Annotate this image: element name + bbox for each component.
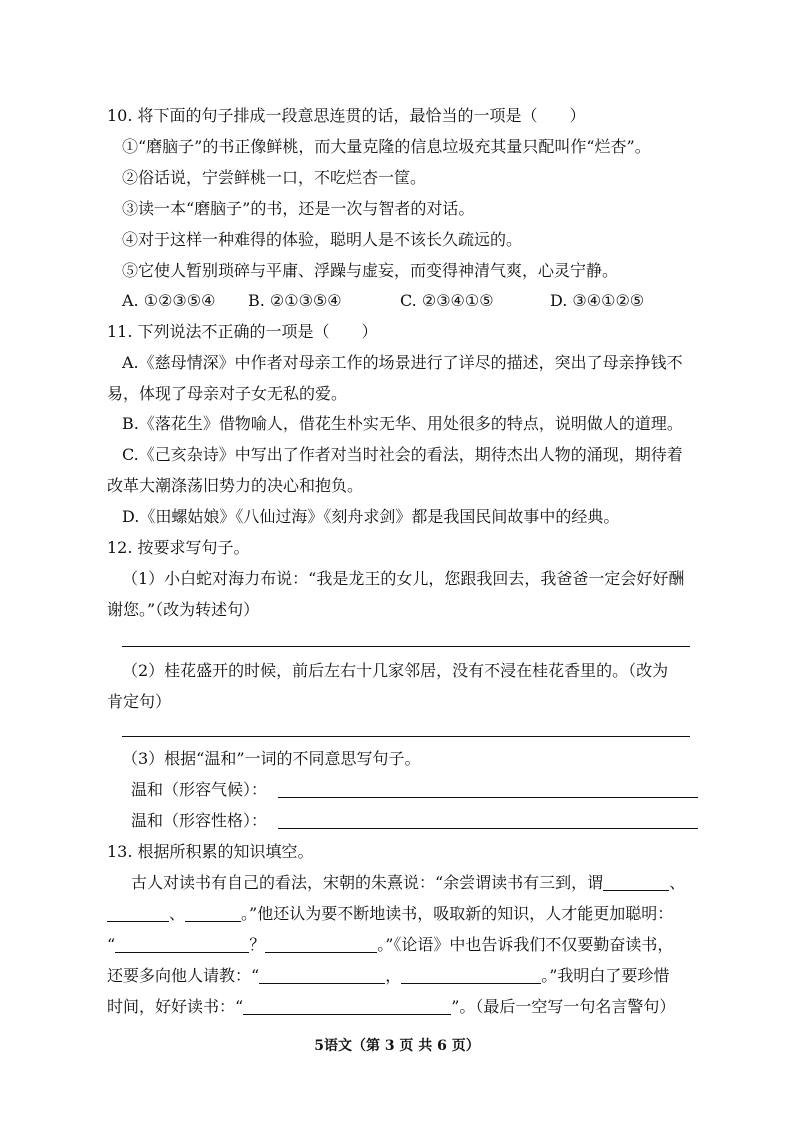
- q13-line3: [107, 935, 673, 955]
- q11-option-c-line1[interactable]: C.《己亥杂诗》中写出了作者对当时社会的看法，期待杰出人物的涌现，期待着: [122, 445, 683, 464]
- q13-comma-2: 、: [169, 904, 186, 923]
- q12-part1-answer-line[interactable]: [122, 646, 690, 647]
- q13-blank-1[interactable]: [603, 874, 669, 891]
- q13-line1: [131, 873, 685, 893]
- q13-question-mark: ？: [249, 935, 266, 954]
- q13-line4-text: 还要多向他人请教：“: [107, 966, 260, 985]
- q10-sentence-2: ②俗话说，宁尝鲜桃一口，不吃烂杏一筐。: [122, 168, 427, 187]
- q10-sentence-1: ①“磨脑子”的书正像鲜桃，而大量克隆的信息垃圾充其量只配叫作“烂杏”。: [122, 137, 651, 156]
- q13-line2-text: 。”他还认为要不断地读书，吸取新的知识，人才能更加聪明：: [241, 904, 674, 923]
- q12-temper-answer-line[interactable]: [278, 828, 698, 829]
- q10-stem: 10. 将下面的句子排成一段意思连贯的话，最恰当的一项是（ ）: [107, 106, 586, 125]
- q10-option-b[interactable]: B. ②①③⑤④: [248, 291, 342, 310]
- q11-option-a-line2: 易，体现了母亲对子女无私的爱。: [107, 384, 348, 403]
- q13-blank-8[interactable]: [243, 998, 451, 1015]
- q13-blank-7[interactable]: [401, 967, 541, 984]
- q13-line1-text: 古人对读书有自己的看法，宋朝的朱熹说：“余尝谓读书有三到，谓: [131, 873, 604, 892]
- page-footer: 5语文（第 3 页 共 6 页）: [314, 1038, 480, 1054]
- q13-line2: [107, 904, 673, 924]
- q10-option-a[interactable]: A. ①②③⑤④: [122, 291, 216, 310]
- q13-line4: [107, 966, 669, 986]
- q10-sentence-3: ③读一本“磨脑子”的书，还是一次与智者的对话。: [122, 199, 475, 218]
- q13-blank-5[interactable]: [265, 936, 377, 953]
- q13-line5-text: 时间，好好读书：“: [107, 997, 244, 1016]
- q10-option-c[interactable]: C. ②③④①⑤: [400, 291, 494, 310]
- q12-climate-label: 温和（形容气候）：: [131, 780, 268, 799]
- q13-comma-1: 、: [669, 873, 686, 892]
- q13-blank-3[interactable]: [185, 905, 241, 922]
- q13-blank-4[interactable]: [115, 936, 249, 953]
- q11-option-d[interactable]: D.《田螺姑娘》《八仙过海》《刻舟求剑》都是我国民间故事中的经典。: [122, 507, 620, 526]
- q11-option-c-line2: 改革大潮涤荡旧势力的决心和抱负。: [107, 476, 364, 495]
- q13-line5-end: ”。（最后一空写一句名言警句）: [451, 997, 676, 1016]
- q12-climate-answer-line[interactable]: [278, 797, 698, 798]
- q12-part1-line2: 谢您。”（改为转述句）: [107, 600, 260, 619]
- q12-part2-line1: （2）桂花盛开的时候，前后左右十几家邻居，没有不浸在桂花香里的。（改为: [122, 661, 669, 680]
- q13-stem: 13. 根据所积累的知识填空。: [107, 842, 314, 861]
- q13-line5: [107, 997, 675, 1017]
- q13-line4-end: 。”我明白了要珍惜: [541, 966, 670, 985]
- q13-blank-2[interactable]: [107, 905, 169, 922]
- q13-blank-6[interactable]: [259, 967, 385, 984]
- q10-sentence-5: ⑤它使人暂别琐碎与平庸、浮躁与虚妄，而变得神清气爽，心灵宁静。: [122, 261, 619, 280]
- q12-part3: （3）根据“温和”一词的不同意思写句子。: [122, 749, 421, 768]
- q12-part2-answer-line[interactable]: [122, 736, 690, 737]
- q10-sentence-4: ④对于这样一种难得的体验，聪明人是不该长久疏远的。: [122, 230, 523, 249]
- q12-stem: 12. 按要求写句子。: [107, 538, 250, 557]
- q13-line3-text: 。”《论语》中也告诉我们不仅要勤奋读书，: [377, 935, 674, 954]
- q12-temper-label: 温和（形容性格）：: [131, 811, 268, 830]
- q13-open-quote: “: [107, 935, 116, 954]
- q13-full-comma: ，: [385, 966, 402, 985]
- q11-option-b[interactable]: B.《落花生》借物喻人，借花生朴实无华、用处很多的特点，说明做人的道理。: [122, 414, 683, 433]
- q11-option-a-line1[interactable]: A.《慈母情深》中作者对母亲工作的场景进行了详尽的描述，突出了母亲挣钱不: [122, 353, 683, 372]
- q12-part2-line2: 肯定句）: [107, 692, 172, 711]
- q12-part1-line1: （1）小白蛇对海力布说：“我是龙王的女儿，您跟我回去，我爸爸一定会好好酬: [122, 569, 685, 588]
- q10-option-d[interactable]: D. ③④①②⑤: [550, 291, 645, 310]
- q11-stem: 11. 下列说法不正确的一项是（ ）: [107, 322, 378, 341]
